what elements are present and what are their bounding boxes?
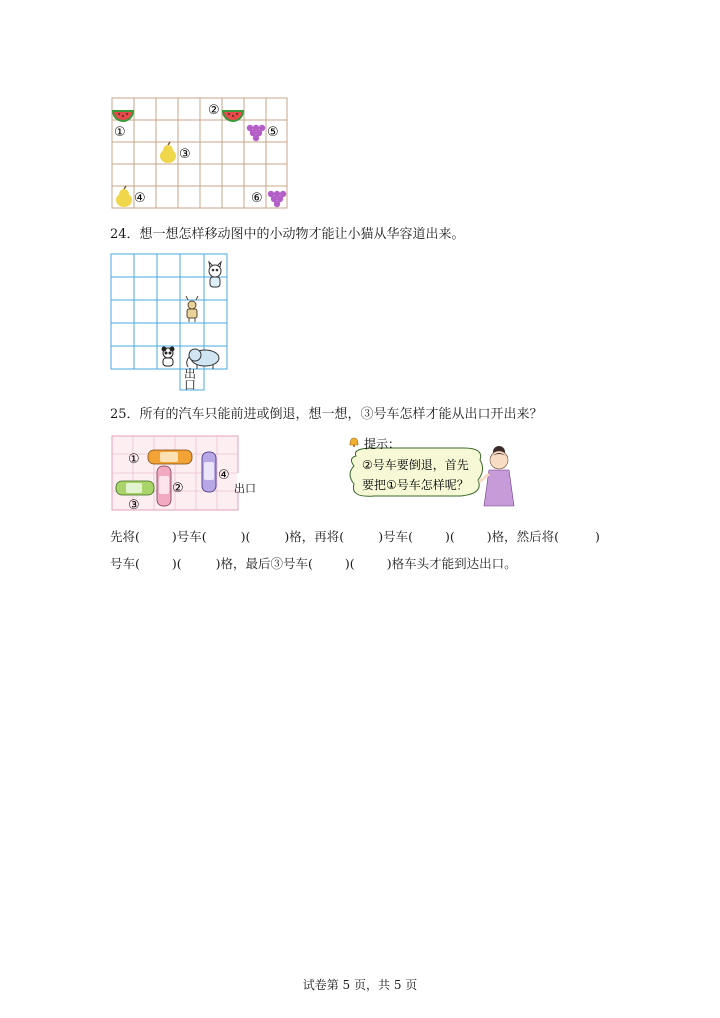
fruit-label-2: ② <box>208 103 220 118</box>
fruit-label-4: ④ <box>134 191 146 206</box>
fruit-label-6: ⑥ <box>251 191 263 206</box>
cat-icon <box>209 262 221 287</box>
blank-text: )号车( <box>171 529 207 544</box>
car-label-4: ④ <box>218 468 230 483</box>
question-number: 25． <box>110 407 140 422</box>
blank-text: ) <box>594 529 600 544</box>
hint-line-2: 要把①号车怎样呢？ <box>362 478 469 492</box>
question-24 <box>110 226 465 244</box>
blank-text: )格车头才能到达出口。 <box>386 556 517 571</box>
grapes-icon <box>247 125 265 141</box>
huarong-road-figure <box>108 252 233 392</box>
car-icon-1 <box>148 450 192 464</box>
grapes-icon <box>268 191 286 207</box>
pear-icon <box>160 142 176 163</box>
question-text: 想一想怎样移动图中的小动物才能让小猫从华容道出来。 <box>139 227 465 242</box>
question-number: 24． <box>110 227 140 242</box>
exit-label-24: 出口 <box>184 367 197 392</box>
blank-text: 先将( <box>110 529 140 544</box>
car-icon-2 <box>157 466 171 506</box>
question-25 <box>110 406 543 424</box>
bell-icon <box>350 438 358 447</box>
panda-icon <box>162 347 174 366</box>
blank-text: )格，再将( <box>284 529 345 544</box>
blank-text: )( <box>240 529 251 544</box>
parking-lot-figure <box>110 434 290 512</box>
blank-text: )( <box>171 556 182 571</box>
car-label-1: ① <box>128 452 140 467</box>
blank-text: )( <box>344 556 355 571</box>
fill-blank-line-1 <box>110 528 615 546</box>
car-icon-4 <box>202 452 216 492</box>
car-label-3: ③ <box>128 498 140 512</box>
exit-label-25: 出口 <box>234 482 256 495</box>
car-label-2: ② <box>172 481 184 496</box>
blank-text: )号车( <box>378 529 413 544</box>
fruit-grid-figure <box>110 97 290 209</box>
fruit-label-1: ① <box>114 125 126 140</box>
elephant-icon <box>187 349 219 369</box>
fruit-label-5: ⑤ <box>267 125 279 140</box>
blank-text: 号车( <box>110 556 140 571</box>
girl-illustration <box>479 446 514 506</box>
hint-line-1: ②号车要倒退，首先 <box>362 458 469 472</box>
hint-figure <box>344 434 524 512</box>
car-icon-3 <box>116 481 154 495</box>
question-text: 所有的汽车只能前进或倒退，想一想，③号车怎样才能从出口开出来？ <box>139 407 543 422</box>
hint-title: 提示： <box>364 437 401 451</box>
fruit-label-3: ③ <box>179 147 191 162</box>
page-footer: 试卷第 5 页，共 5 页 <box>302 978 418 992</box>
blank-text: )格，然后将( <box>486 529 559 544</box>
pear-icon <box>116 186 132 207</box>
blank-text: )( <box>444 529 455 544</box>
fill-blank-line-2 <box>110 555 517 573</box>
blank-text: )格，最后③号车( <box>215 556 313 571</box>
